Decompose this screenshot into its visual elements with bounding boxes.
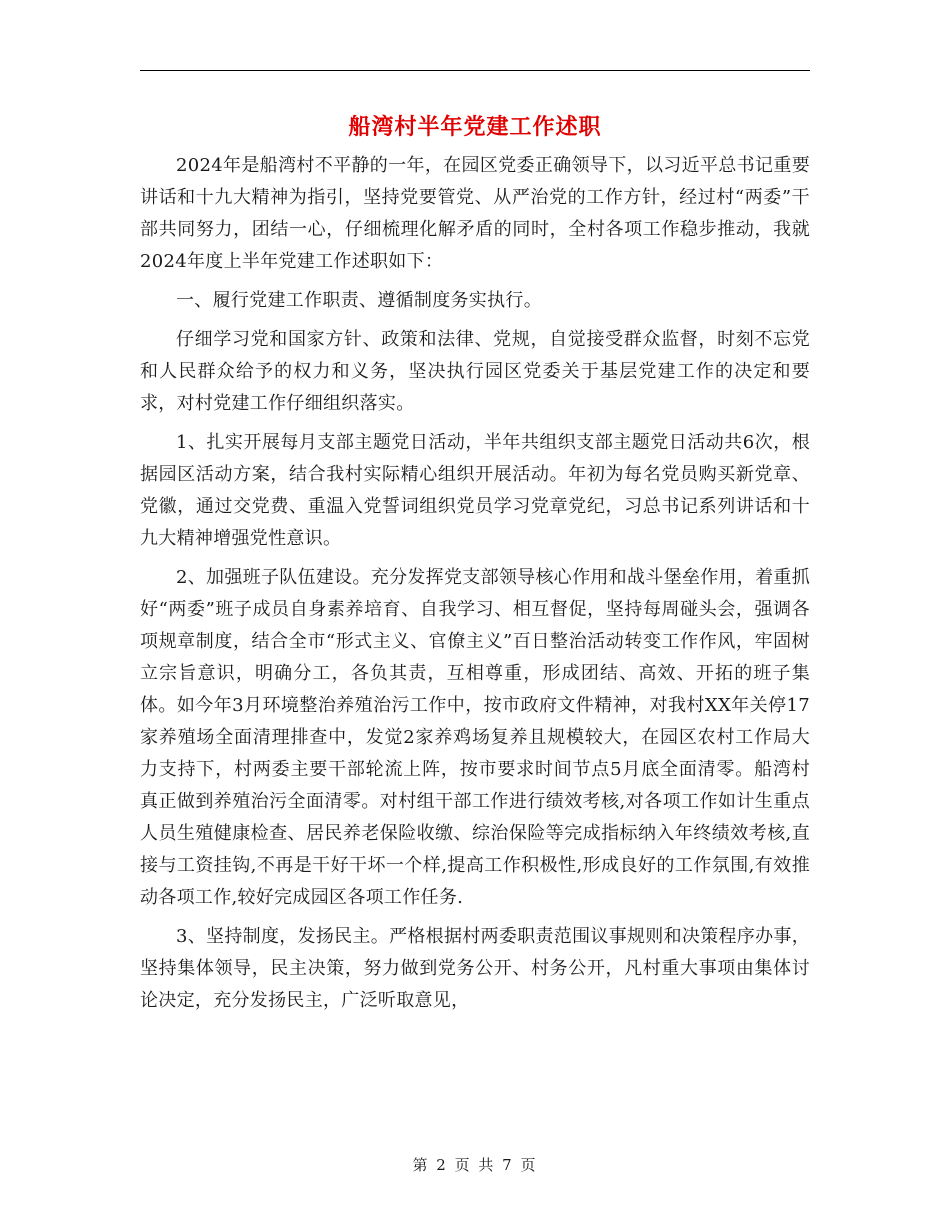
section-heading-1: 一、履行党建工作职责、遵循制度务实执行。 xyxy=(176,290,542,311)
paragraph-intro: 2024年是船湾村不平静的一年，在园区党委正确领导下，以习近平总书记重要讲话和十九大精神为指引，坚持党要管党、从严治党的工作方针，经过村“两委”干部共同努力，团结一心，仔细梳理化解矛盾的同时，全村各项工作稳步推动，我就2024年度上半年党建工作述职如下： xyxy=(140,155,810,272)
header-rule xyxy=(140,70,810,71)
document-title: 船湾村半年党建工作述职 xyxy=(348,114,602,140)
page-number: 第 2 页 共 7 页 xyxy=(412,1156,538,1174)
document-body xyxy=(140,150,810,1024)
paragraph-study: 仔细学习党和国家方针、政策和法律、党规，自觉接受群众监督，时刻不忘党和人民群众给予的权力和义务，坚决执行园区党委关于基层党建工作的决定和要求，对村党建工作仔细组织落实。 xyxy=(140,329,810,414)
paragraph-item-2: 2、加强班子队伍建设。充分发挥党支部领导核心作用和战斗堡垒作用，着重抓好“两委”班子成员自身素养培育、自我学习、相互督促，坚持每周碰头会，强调各项规章制度，结合全市“形式主义、官僚主义”百日整治活动转变工作作风，牢固树立宗旨意识，明确分工，各负其责，互相尊重，形成团结、高效、开拓的班子集体。如今年3月环境整治养殖治污工作中，按市政府文件精神，对我村XX年关停17家养殖场全面清理排查中，发觉2家养鸡场复养且规模较大，在园区农村工作局大力支持下，村两委主要干部轮流上阵，按市要求时间节点5月底全面清零。船湾村真正做到养殖治污全面清零。对村组干部工作进行绩效考核,对各项工作如计生重点人员生殖健康检查、居民养老保险收缴、综治保险等完成指标纳入年终绩效考核,直接与工资挂钩,不再是干好干坏一个样,提高工作积极性,形成良好的工作氛围,有效推动各项工作,较好完成园区各项工作任务. xyxy=(140,567,810,908)
paragraph-item-3: 3、坚持制度，发扬民主。严格根据村两委职责范围议事规则和决策程序办事，坚持集体领导，民主决策，努力做到党务公开、村务公开，凡村重大事项由集体讨论决定，充分发扬民主，广泛听取意见， xyxy=(140,926,810,1011)
paragraph-item-1: 1、扎实开展每月支部主题党日活动，半年共组织支部主题党日活动共6次，根据园区活动方案，结合我村实际精心组织开展活动。年初为每名党员购买新党章、党徽，通过交党费、重温入党誓词组织党员学习党章党纪，习总书记系列讲话和十九大精神增强党性意识。 xyxy=(140,432,810,549)
